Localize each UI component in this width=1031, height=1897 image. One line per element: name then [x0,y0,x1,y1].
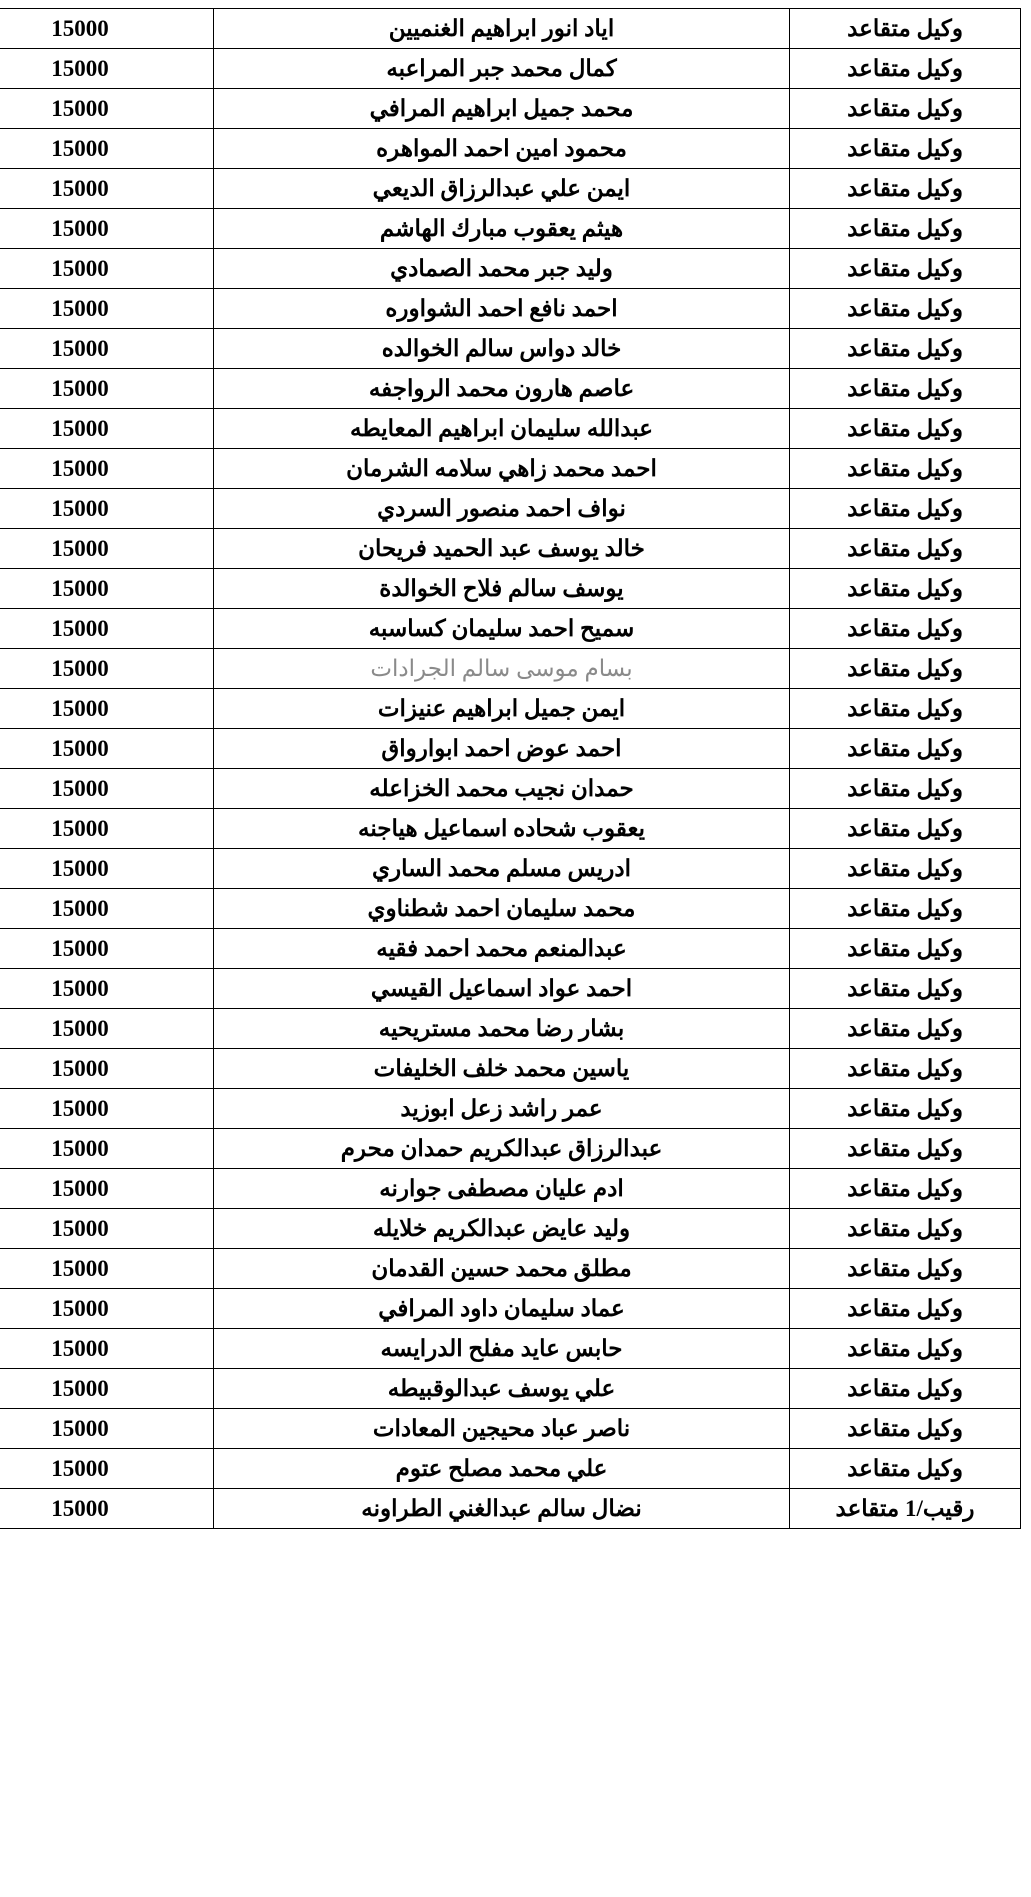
cell-rank: رقيب/1 متقاعد [790,1489,1021,1529]
cell-rank: وكيل متقاعد [790,729,1021,769]
cell-rank: وكيل متقاعد [790,769,1021,809]
table-row [0,89,1021,129]
cell-amount: 15000 [0,1449,214,1489]
cell-amount: 15000 [0,729,214,769]
table-row [0,889,1021,929]
cell-rank: وكيل متقاعد [790,569,1021,609]
cell-amount: 15000 [0,569,214,609]
cell-amount: 15000 [0,1009,214,1049]
cell-rank: وكيل متقاعد [790,969,1021,1009]
cell-amount: 15000 [0,1489,214,1529]
cell-amount: 15000 [0,929,214,969]
cell-rank: وكيل متقاعد [790,1009,1021,1049]
cell-name: حمدان نجيب محمد الخزاعله [214,769,790,809]
table-row [0,209,1021,249]
cell-rank: وكيل متقاعد [790,1449,1021,1489]
cell-name: اياد انور ابراهيم الغنميين [214,9,790,49]
table-row [0,609,1021,649]
cell-name: وليد عايض عبدالكريم خلايله [214,1209,790,1249]
cell-amount: 15000 [0,1209,214,1249]
cell-name: ايمن علي عبدالرزاق الديعي [214,169,790,209]
cell-amount: 15000 [0,89,214,129]
cell-name: احمد نافع احمد الشواوره [214,289,790,329]
cell-amount: 15000 [0,329,214,369]
cell-name: نواف احمد منصور السردي [214,489,790,529]
cell-rank: وكيل متقاعد [790,1049,1021,1089]
cell-name: ايمن جميل ابراهيم عنيزات [214,689,790,729]
cell-rank: وكيل متقاعد [790,529,1021,569]
table-row [0,1449,1021,1489]
table-row [0,809,1021,849]
cell-amount: 15000 [0,289,214,329]
table-row [0,1129,1021,1169]
table-row [0,1049,1021,1089]
table-row [0,529,1021,569]
cell-amount: 15000 [0,369,214,409]
cell-amount: 15000 [0,1369,214,1409]
table-row [0,169,1021,209]
cell-rank: وكيل متقاعد [790,89,1021,129]
table-row [0,1489,1021,1529]
table-row [0,649,1021,689]
cell-rank: وكيل متقاعد [790,129,1021,169]
cell-rank: وكيل متقاعد [790,1209,1021,1249]
table-row [0,1289,1021,1329]
cell-amount: 15000 [0,489,214,529]
cell-name: سميح احمد سليمان كساسبه [214,609,790,649]
cell-name: ادم عليان مصطفى جوارنه [214,1169,790,1209]
table-row [0,769,1021,809]
cell-amount: 15000 [0,609,214,649]
cell-name: خالد دواس سالم الخوالده [214,329,790,369]
cell-rank: وكيل متقاعد [790,209,1021,249]
table-row [0,849,1021,889]
table-row [0,569,1021,609]
cell-name: احمد محمد زاهي سلامه الشرمان [214,449,790,489]
cell-rank: وكيل متقاعد [790,1169,1021,1209]
table-row [0,449,1021,489]
cell-name: حابس عايد مفلح الدرايسه [214,1329,790,1369]
table-row [0,1369,1021,1409]
cell-rank: وكيل متقاعد [790,929,1021,969]
cell-rank: وكيل متقاعد [790,9,1021,49]
cell-amount: 15000 [0,849,214,889]
cell-name: علي يوسف عبدالوقبيطه [214,1369,790,1409]
cell-amount: 15000 [0,809,214,849]
cell-rank: وكيل متقاعد [790,449,1021,489]
cell-rank: وكيل متقاعد [790,169,1021,209]
cell-rank: وكيل متقاعد [790,409,1021,449]
beneficiaries-table [0,8,1021,1529]
cell-rank: وكيل متقاعد [790,889,1021,929]
table-row [0,409,1021,449]
cell-rank: وكيل متقاعد [790,809,1021,849]
cell-name: نضال سالم عبدالغني الطراونه [214,1489,790,1529]
cell-name: كمال محمد جبر المراعبه [214,49,790,89]
cell-name: خالد يوسف عبد الحميد فريحان [214,529,790,569]
cell-name: عبدالمنعم محمد احمد فقيه [214,929,790,969]
cell-amount: 15000 [0,1409,214,1449]
table-row [0,729,1021,769]
cell-rank: وكيل متقاعد [790,249,1021,289]
cell-amount: 15000 [0,1089,214,1129]
cell-amount: 15000 [0,1249,214,1289]
cell-amount: 15000 [0,1329,214,1369]
cell-amount: 15000 [0,249,214,289]
cell-name: ياسين محمد خلف الخليفات [214,1049,790,1089]
cell-amount: 15000 [0,649,214,689]
table-row [0,1249,1021,1289]
cell-amount: 15000 [0,209,214,249]
cell-rank: وكيل متقاعد [790,1329,1021,1369]
cell-amount: 15000 [0,529,214,569]
cell-rank: وكيل متقاعد [790,49,1021,89]
cell-name: محمد جميل ابراهيم المرافي [214,89,790,129]
cell-amount: 15000 [0,689,214,729]
table-row [0,289,1021,329]
cell-amount: 15000 [0,409,214,449]
cell-rank: وكيل متقاعد [790,1369,1021,1409]
cell-name: احمد عواد اسماعيل القيسي [214,969,790,1009]
table-row [0,689,1021,729]
table-row [0,1169,1021,1209]
table-row [0,929,1021,969]
cell-name: عمر راشد زعل ابوزيد [214,1089,790,1129]
cell-rank: وكيل متقاعد [790,1409,1021,1449]
cell-amount: 15000 [0,1049,214,1089]
table-row [0,1329,1021,1369]
cell-amount: 15000 [0,449,214,489]
cell-amount: 15000 [0,889,214,929]
cell-name: مطلق محمد حسين القدمان [214,1249,790,1289]
cell-rank: وكيل متقاعد [790,1089,1021,1129]
cell-name: وليد جبر محمد الصمادي [214,249,790,289]
cell-name: عبدالرزاق عبدالكريم حمدان محرم [214,1129,790,1169]
cell-rank: وكيل متقاعد [790,689,1021,729]
cell-name: ادريس مسلم محمد الساري [214,849,790,889]
cell-name: يوسف سالم فلاح الخوالدة [214,569,790,609]
cell-name: علي محمد مصلح عتوم [214,1449,790,1489]
cell-name: محمد سليمان احمد شطناوي [214,889,790,929]
cell-amount: 15000 [0,769,214,809]
table-row [0,1409,1021,1449]
cell-name: يعقوب شحاده اسماعيل هياجنه [214,809,790,849]
cell-amount: 15000 [0,9,214,49]
table-row [0,969,1021,1009]
cell-name: عبدالله سليمان ابراهيم المعايطه [214,409,790,449]
cell-rank: وكيل متقاعد [790,289,1021,329]
table-body [0,9,1021,1529]
table-row [0,249,1021,289]
cell-name: محمود امين احمد المواهره [214,129,790,169]
cell-rank: وكيل متقاعد [790,1129,1021,1169]
table-row [0,329,1021,369]
cell-name: بسام موسى سالم الجرادات [214,649,790,689]
cell-rank: وكيل متقاعد [790,1249,1021,1289]
cell-rank: وكيل متقاعد [790,369,1021,409]
cell-amount: 15000 [0,1129,214,1169]
table-row [0,1089,1021,1129]
table-row [0,489,1021,529]
cell-name: بشار رضا محمد مستريحيه [214,1009,790,1049]
table-row [0,1209,1021,1249]
cell-rank: وكيل متقاعد [790,849,1021,889]
cell-rank: وكيل متقاعد [790,489,1021,529]
cell-amount: 15000 [0,1289,214,1329]
cell-name: هيثم يعقوب مبارك الهاشم [214,209,790,249]
table-row [0,129,1021,169]
cell-amount: 15000 [0,169,214,209]
table-row [0,369,1021,409]
cell-name: ناصر عباد محيجين المعادات [214,1409,790,1449]
cell-name: احمد عوض احمد ابوارواق [214,729,790,769]
cell-rank: وكيل متقاعد [790,649,1021,689]
cell-amount: 15000 [0,1169,214,1209]
table-row [0,9,1021,49]
cell-amount: 15000 [0,129,214,169]
cell-rank: وكيل متقاعد [790,609,1021,649]
cell-name: عماد سليمان داود المرافي [214,1289,790,1329]
cell-name: عاصم هارون محمد الرواجفه [214,369,790,409]
cell-rank: وكيل متقاعد [790,329,1021,369]
table-row [0,49,1021,89]
cell-amount: 15000 [0,49,214,89]
cell-amount: 15000 [0,969,214,1009]
cell-rank: وكيل متقاعد [790,1289,1021,1329]
table-row [0,1009,1021,1049]
